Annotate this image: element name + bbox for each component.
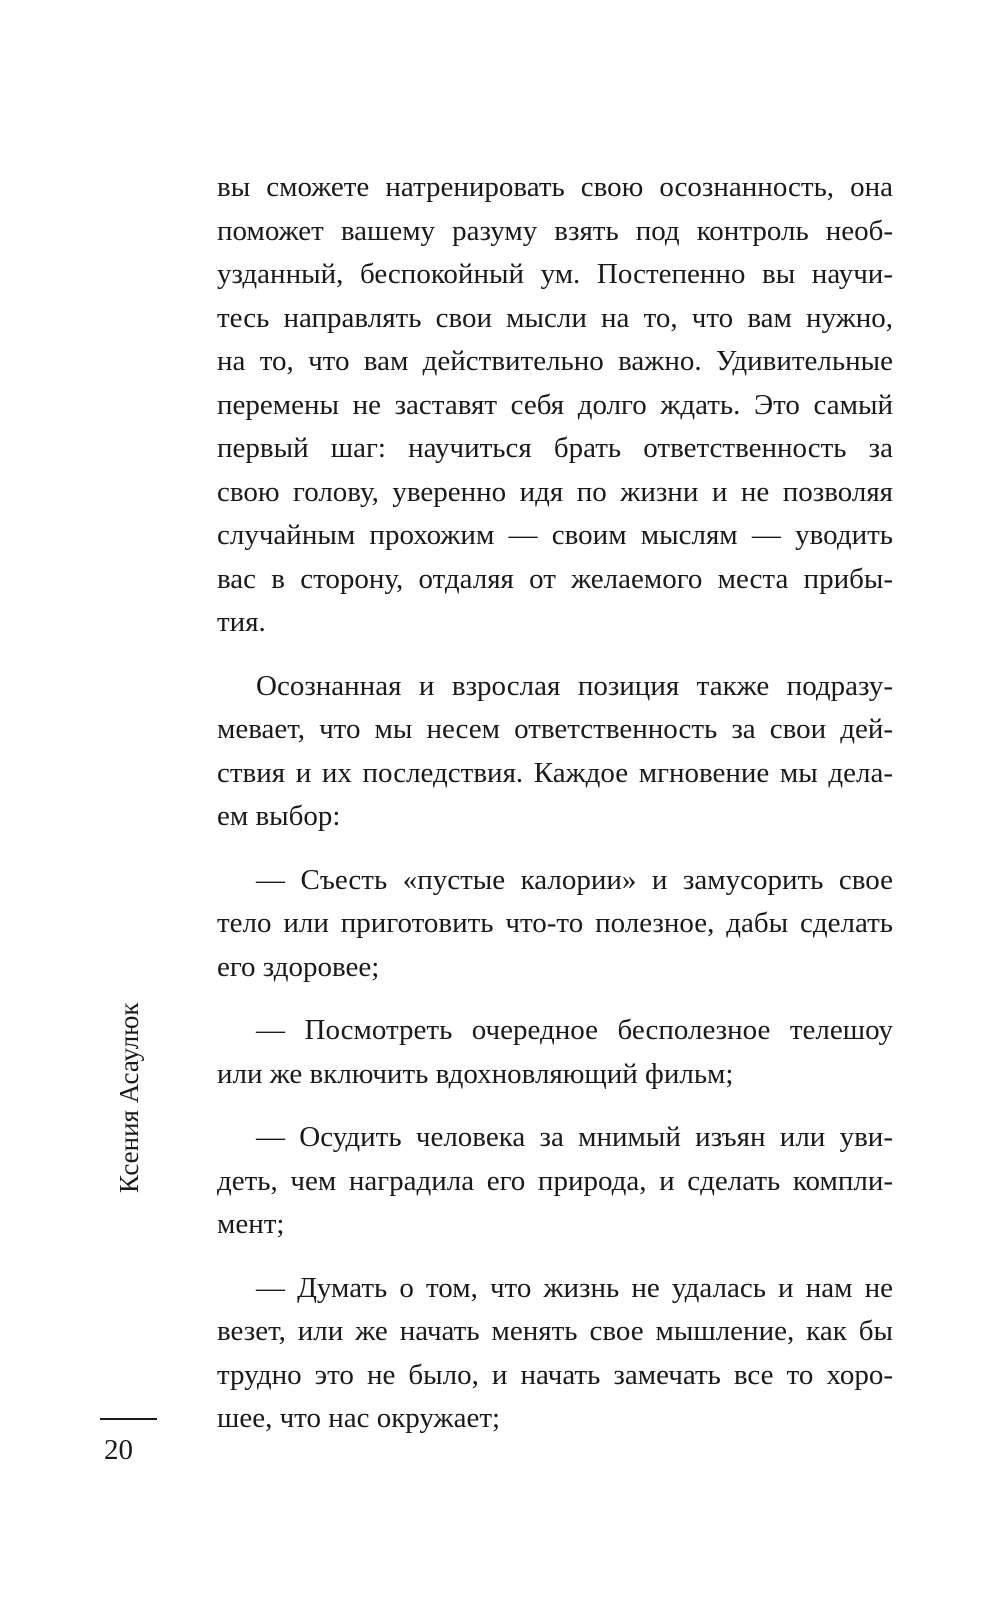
text-line: первый шаг: научиться брать ответственность за: [217, 432, 893, 464]
text-line: перемены не заставят себя долго ждать. Это самый: [217, 388, 893, 421]
text-line: узданный, беспокойный ум. Постепенно вы научи-: [217, 258, 893, 290]
list-item-2: [217, 1009, 893, 1096]
paragraph-2: [217, 665, 893, 839]
text-line: ем выбор:: [217, 800, 341, 832]
paragraph-gap: [217, 1096, 893, 1116]
text-line: его здоровее;: [217, 950, 380, 983]
text-line: мент;: [217, 1208, 285, 1240]
text-line: тесь направлять свои мысли на то, что вам нужно,: [217, 301, 893, 334]
list-item-3: [217, 1116, 893, 1247]
page-body-text: [217, 166, 893, 1441]
text-line: трудно это не было, и начать замечать все то хоро-: [217, 1358, 893, 1391]
paragraph-gap: [217, 839, 893, 859]
text-line: шее, что нас окружает;: [217, 1402, 501, 1434]
paragraph-gap: [217, 1247, 893, 1267]
paragraph-gap: [217, 989, 893, 1009]
text-line: мевает, что мы несем ответственность за свои дей-: [217, 713, 893, 745]
paragraph-1: [217, 166, 893, 645]
text-line: везет, или же начать менять свое мышление, как бы: [217, 1315, 893, 1347]
text-line: случайным прохожим — своим мыслям — уводить: [217, 519, 893, 551]
text-line: — Осудить человека за мнимый изъян или уви-: [256, 1121, 893, 1153]
text-line: или же включить вдохновляющий фильм;: [217, 1057, 734, 1090]
text-line: — Посмотреть очередное бесполезное телешоу: [256, 1014, 893, 1046]
list-item-1: [217, 859, 893, 990]
text-line: — Съесть «пустые калории» и замусорить свое: [256, 863, 893, 896]
running-head-author: Ксения Асаулюк: [114, 1002, 144, 1193]
text-line: тия.: [217, 606, 266, 638]
text-line: Осознанная и взрослая позиция также подразу-: [256, 669, 893, 702]
text-line: тело или приготовить что-то полезное, дабы сделать: [217, 907, 893, 939]
text-line: ствия и их последствия. Каждое мгновение мы дела-: [217, 756, 893, 789]
paragraph-gap: [217, 645, 893, 665]
list-item-4: [217, 1267, 893, 1441]
text-line: — Думать о том, что жизнь не удалась и нам не: [256, 1271, 893, 1304]
text-line: на то, что вам действительно важно. Удивительные: [217, 345, 893, 377]
text-line: вы сможете натренировать свою осознанность, она: [217, 171, 893, 203]
page-number: 20: [104, 1434, 133, 1466]
text-line: свою голову, уверенно идя по жизни и не позволяя: [217, 475, 893, 508]
text-line: деть, чем наградила его природа, и сделать компли-: [217, 1164, 893, 1197]
text-line: поможет вашему разуму взять под контроль необ-: [217, 214, 893, 247]
text-line: вас в сторону, отдаляя от желаемого места прибы-: [217, 562, 893, 595]
footer-rule: [100, 1418, 157, 1420]
